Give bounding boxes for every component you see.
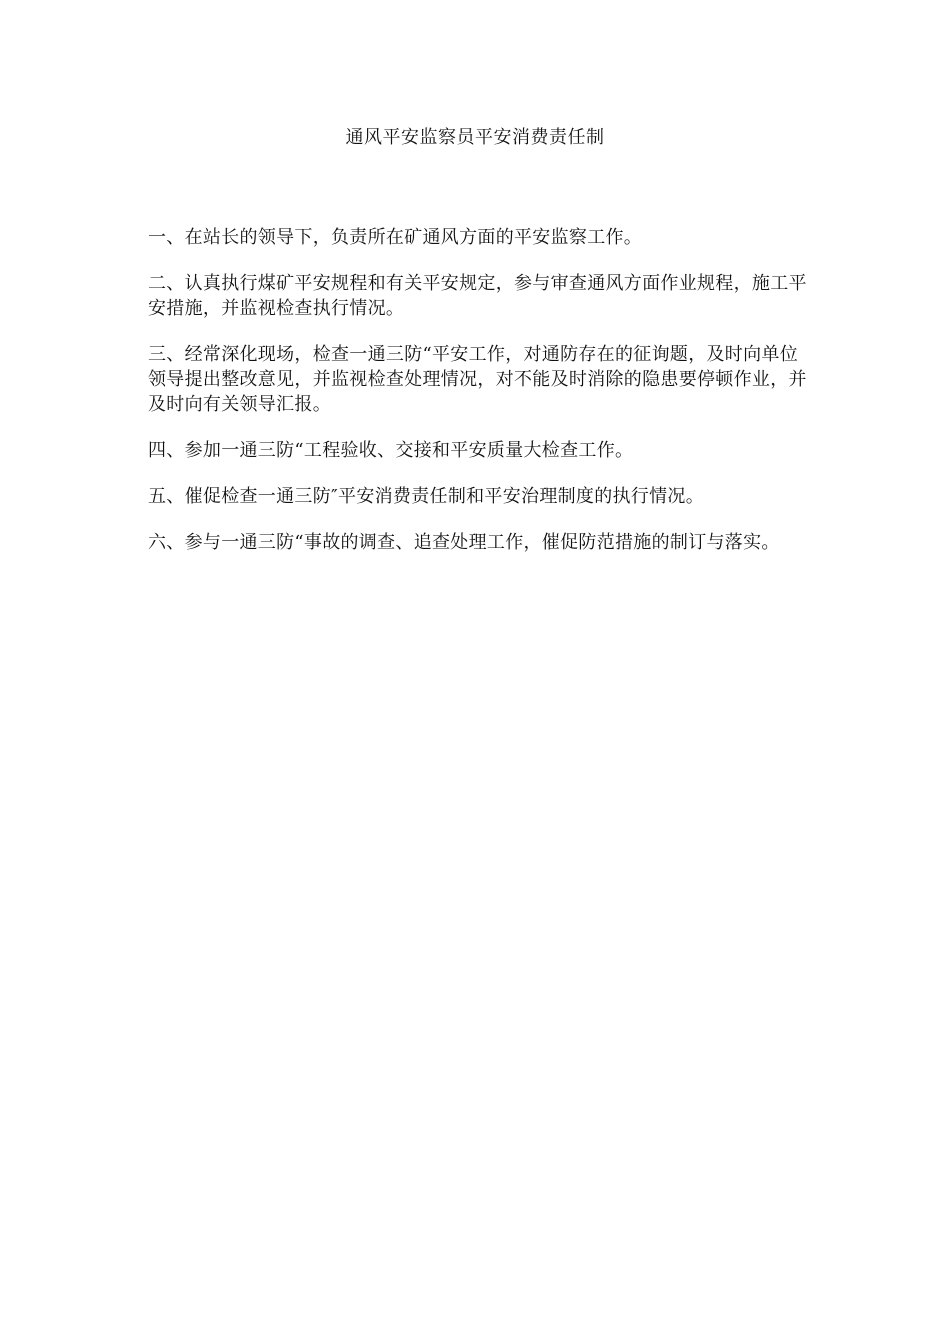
- document-title: 通风平安监察员平安消费责任制: [345, 127, 605, 148]
- paragraph-6: 六、参与一通三防“事故的调查、追查处理工作，催促防范措施的制订与落实。: [148, 532, 780, 553]
- document-body: [148, 225, 808, 576]
- paragraph-1: 一、在站长的领导下，负责所在矿通风方面的平安监察工作。: [148, 227, 643, 248]
- paragraph-5: 五、催促检查一通三防″平安消费责任制和平安治理制度的执行情况。: [148, 486, 705, 507]
- paragraph-2: 二、认真执行煤矿平安规程和有关平安规定，参与审查通风方面作业规程，施工平安措施，并监视检查执行情况。: [148, 273, 807, 319]
- paragraph-3: 三、经常深化现场，检查一通三防“平安工作，对通防存在的征询题，及时向单位领导提出整改意见，并监视检查处理情况，对不能及时消除的隐患要停顿作业，并及时向有关领导汇报。: [148, 344, 807, 415]
- paragraph-4: 四、参加一通三防“工程验收、交接和平安质量大检查工作。: [148, 440, 634, 461]
